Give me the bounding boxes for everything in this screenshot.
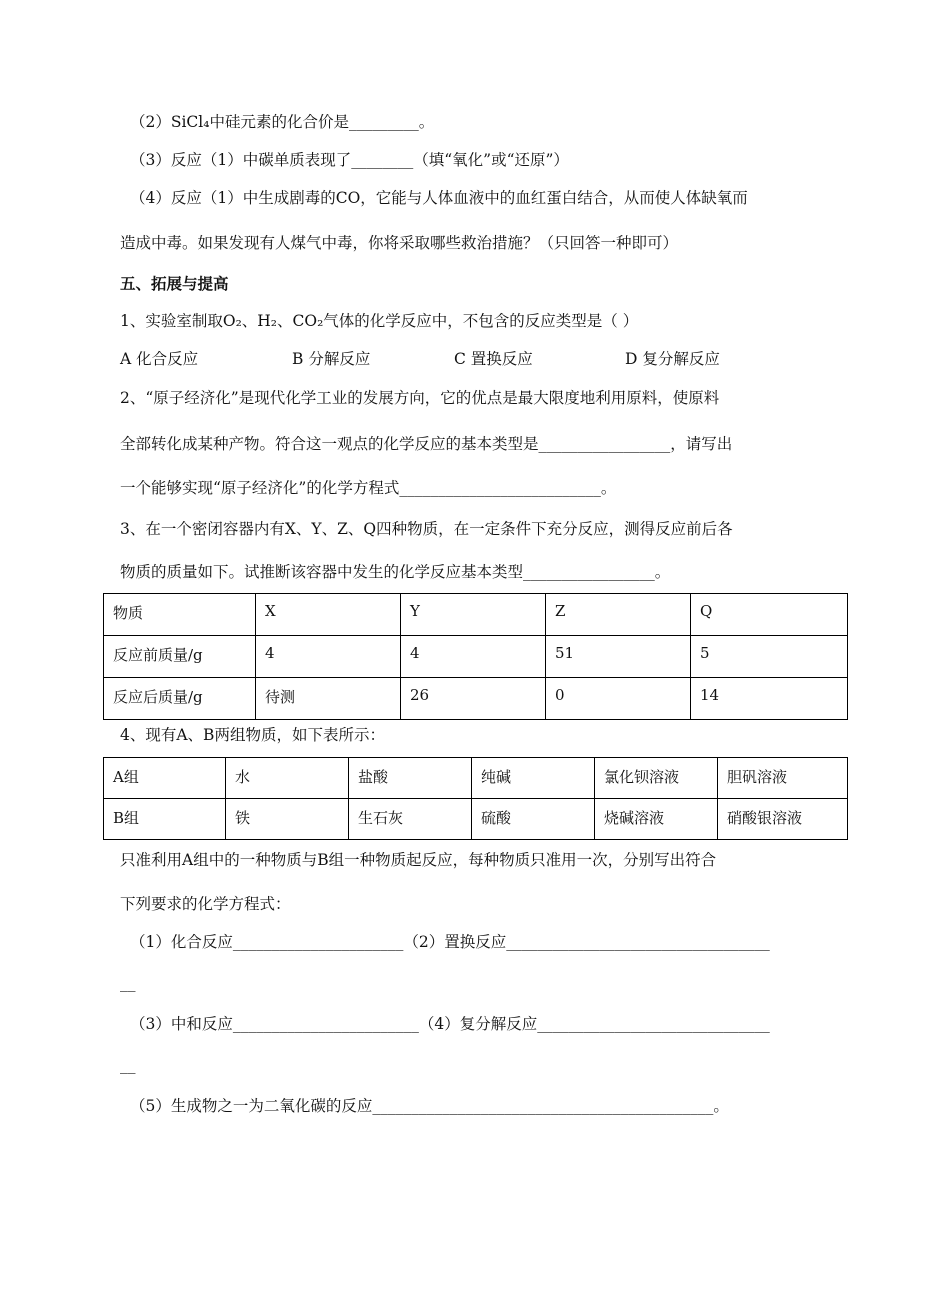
table-cell: 物质 [104, 594, 256, 636]
substance-groups-table [103, 757, 848, 840]
table-cell: 反应后质量/g [104, 678, 256, 720]
table-cell: 水 [226, 758, 349, 799]
table-row [104, 758, 848, 799]
table-row [104, 799, 848, 840]
equation-3-4: （3）中和反应________________________（4）复分解反应______________________________ [130, 1015, 770, 1033]
table-cell: 硝酸银溶液 [718, 799, 848, 840]
table-cell: X [256, 594, 401, 636]
table-cell: A组 [104, 758, 226, 799]
table-cell: Z [546, 594, 691, 636]
equation-3-4-continued: __ [120, 1056, 136, 1074]
table-cell: 0 [546, 678, 691, 720]
table-row [104, 678, 848, 720]
problem-2-line-1: 2、“原子经济化”是现代化学工业的发展方向，它的优点是最大限度地利用原料，使原料 [120, 389, 720, 407]
question-2: （2）SiCl₄中硅元素的化合价是_________。 [130, 113, 435, 131]
table-cell: 盐酸 [349, 758, 472, 799]
section-heading: 五、拓展与提高 [120, 275, 229, 293]
table-cell: 生石灰 [349, 799, 472, 840]
option-a: A 化合反应 [120, 350, 199, 368]
option-c: C 置换反应 [454, 350, 533, 368]
problem-2-line-2: 全部转化成某种产物。符合这一观点的化学反应的基本类型是_________________，请写出 [120, 435, 733, 453]
problem-2-line-3: 一个能够实现“原子经济化”的化学方程式__________________________。 [120, 479, 617, 497]
table-cell: 5 [691, 636, 848, 678]
table-cell: 待测 [256, 678, 401, 720]
question-3: （3）反应（1）中碳单质表现了________（填“氧化”或“还原”） [130, 151, 569, 169]
table-cell: 烧碱溶液 [595, 799, 718, 840]
equation-1-2: （1）化合反应______________________（2）置换反应__________________________________ [130, 933, 770, 951]
table-cell: 4 [401, 636, 546, 678]
table-row [104, 594, 848, 636]
problem-4: 4、现有A、B两组物质，如下表所示： [120, 726, 385, 744]
table-cell: 纯碱 [472, 758, 595, 799]
question-4-line-2: 造成中毒。如果发现有人煤气中毒，你将采取哪些救治措施？（只回答一种即可） [120, 234, 679, 252]
mass-table [103, 593, 848, 720]
table-cell: B组 [104, 799, 226, 840]
problem-4-instruction-2: 下列要求的化学方程式： [120, 895, 291, 913]
table-cell: 4 [256, 636, 401, 678]
option-b: B 分解反应 [292, 350, 371, 368]
problem-1: 1、实验室制取O₂、H₂、CO₂气体的化学反应中，不包含的反应类型是（ ） [120, 312, 639, 330]
problem-4-instruction-1: 只准利用A组中的一种物质与B组一种物质起反应，每种物质只准用一次，分别写出符合 [120, 851, 717, 869]
equation-1-2-continued: __ [120, 974, 136, 992]
problem-3-line-2: 物质的质量如下。试推断该容器中发生的化学反应基本类型_________________。 [120, 563, 671, 581]
table-cell: 51 [546, 636, 691, 678]
table-cell: 氯化钡溶液 [595, 758, 718, 799]
table-cell: 铁 [226, 799, 349, 840]
question-4-line-1: （4）反应（1）中生成剧毒的CO，它能与人体血液中的血红蛋白结合，从而使人体缺氧而 [130, 189, 748, 207]
table-cell: 硫酸 [472, 799, 595, 840]
table-cell: Q [691, 594, 848, 636]
problem-3-line-1: 3、在一个密闭容器内有X、Y、Z、Q四种物质，在一定条件下充分反应，测得反应前后各 [120, 520, 733, 538]
equation-5: （5）生成物之一为二氧化碳的反应____________________________________________。 [130, 1097, 729, 1115]
table-row [104, 636, 848, 678]
table-cell: 14 [691, 678, 848, 720]
table-cell: 胆矾溶液 [718, 758, 848, 799]
table-cell: 反应前质量/g [104, 636, 256, 678]
table-cell: 26 [401, 678, 546, 720]
table-cell: Y [401, 594, 546, 636]
option-d: D 复分解反应 [625, 350, 720, 368]
